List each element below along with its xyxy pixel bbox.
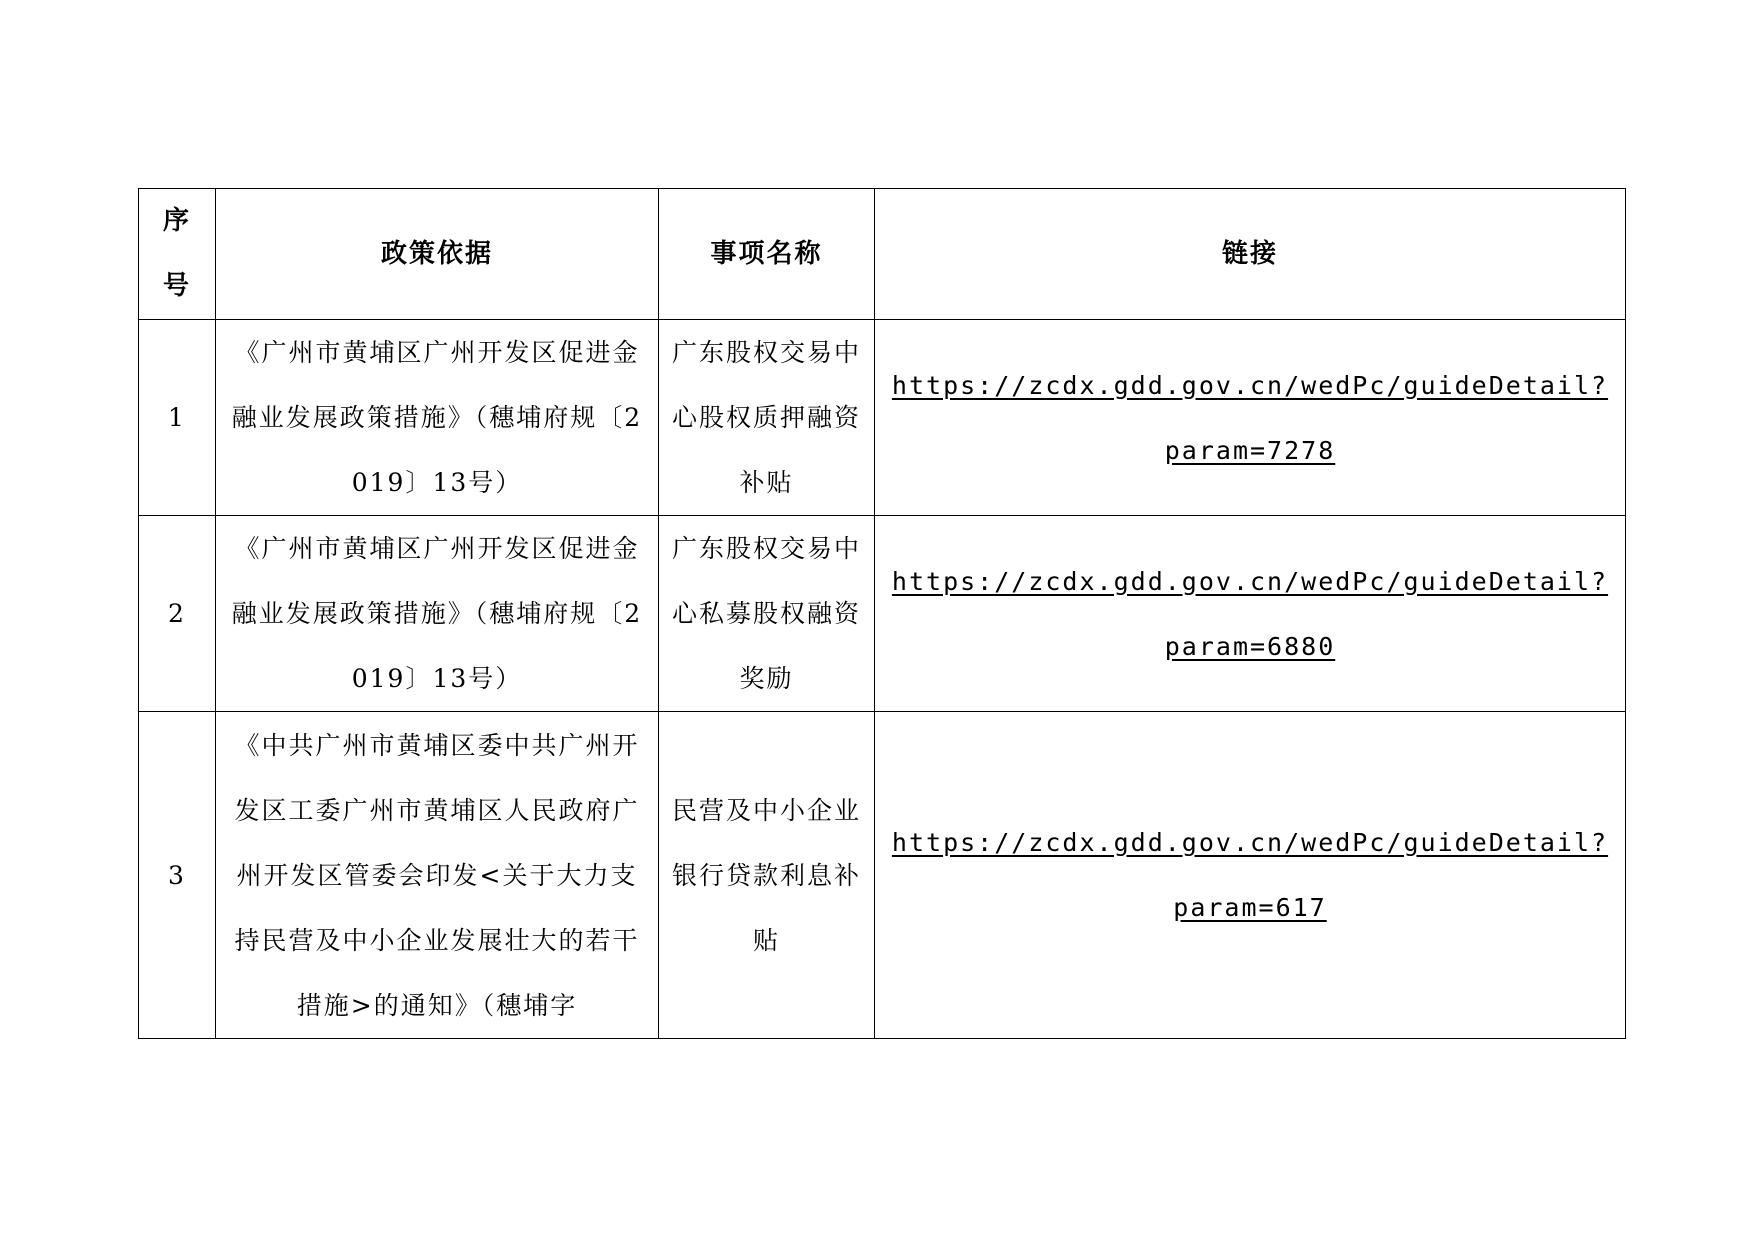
row-link-cell — [875, 320, 1626, 516]
policy-link[interactable]: https://zcdx.gdd.gov.cn/wedPc/guideDetail?param=6880 — [891, 566, 1609, 661]
table-row — [139, 516, 1626, 712]
policy-link[interactable]: https://zcdx.gdd.gov.cn/wedPc/guideDetail?param=617 — [891, 828, 1609, 922]
row-policy-basis: 《广州市黄埔区广州开发区促进金融业发展政策措施》（穗埔府规〔2019〕13号） — [216, 320, 659, 516]
row-item-name: 广东股权交易中心私募股权融资奖励 — [659, 516, 875, 712]
table-header-row — [139, 189, 1626, 320]
row-link-cell — [875, 516, 1626, 712]
row-seq: 2 — [139, 516, 216, 712]
table-row — [139, 320, 1626, 516]
header-link: 链接 — [875, 189, 1626, 320]
header-seq-line1: 序 — [162, 206, 191, 236]
row-seq: 1 — [139, 320, 216, 516]
header-seq-line2: 号 — [162, 271, 191, 301]
row-link-cell — [875, 712, 1626, 1039]
table-row — [139, 712, 1626, 1039]
row-item-name: 民营及中小企业银行贷款利息补贴 — [659, 712, 875, 1039]
policy-link[interactable]: https://zcdx.gdd.gov.cn/wedPc/guideDetail?param=7278 — [891, 370, 1609, 465]
row-seq: 3 — [139, 712, 216, 1039]
row-policy-basis: 《中共广州市黄埔区委中共广州开发区工委广州市黄埔区人民政府广州开发区管委会印发<关于大力支持民营及中小企业发展壮大的若干措施>的通知》（穗埔字 — [216, 712, 659, 1039]
row-item-name: 广东股权交易中心股权质押融资补贴 — [659, 320, 875, 516]
row-policy-basis: 《广州市黄埔区广州开发区促进金融业发展政策措施》（穗埔府规〔2019〕13号） — [216, 516, 659, 712]
header-item-name: 事项名称 — [659, 189, 875, 320]
header-policy-basis: 政策依据 — [216, 189, 659, 320]
header-seq — [139, 189, 216, 320]
policy-table — [138, 188, 1626, 1039]
